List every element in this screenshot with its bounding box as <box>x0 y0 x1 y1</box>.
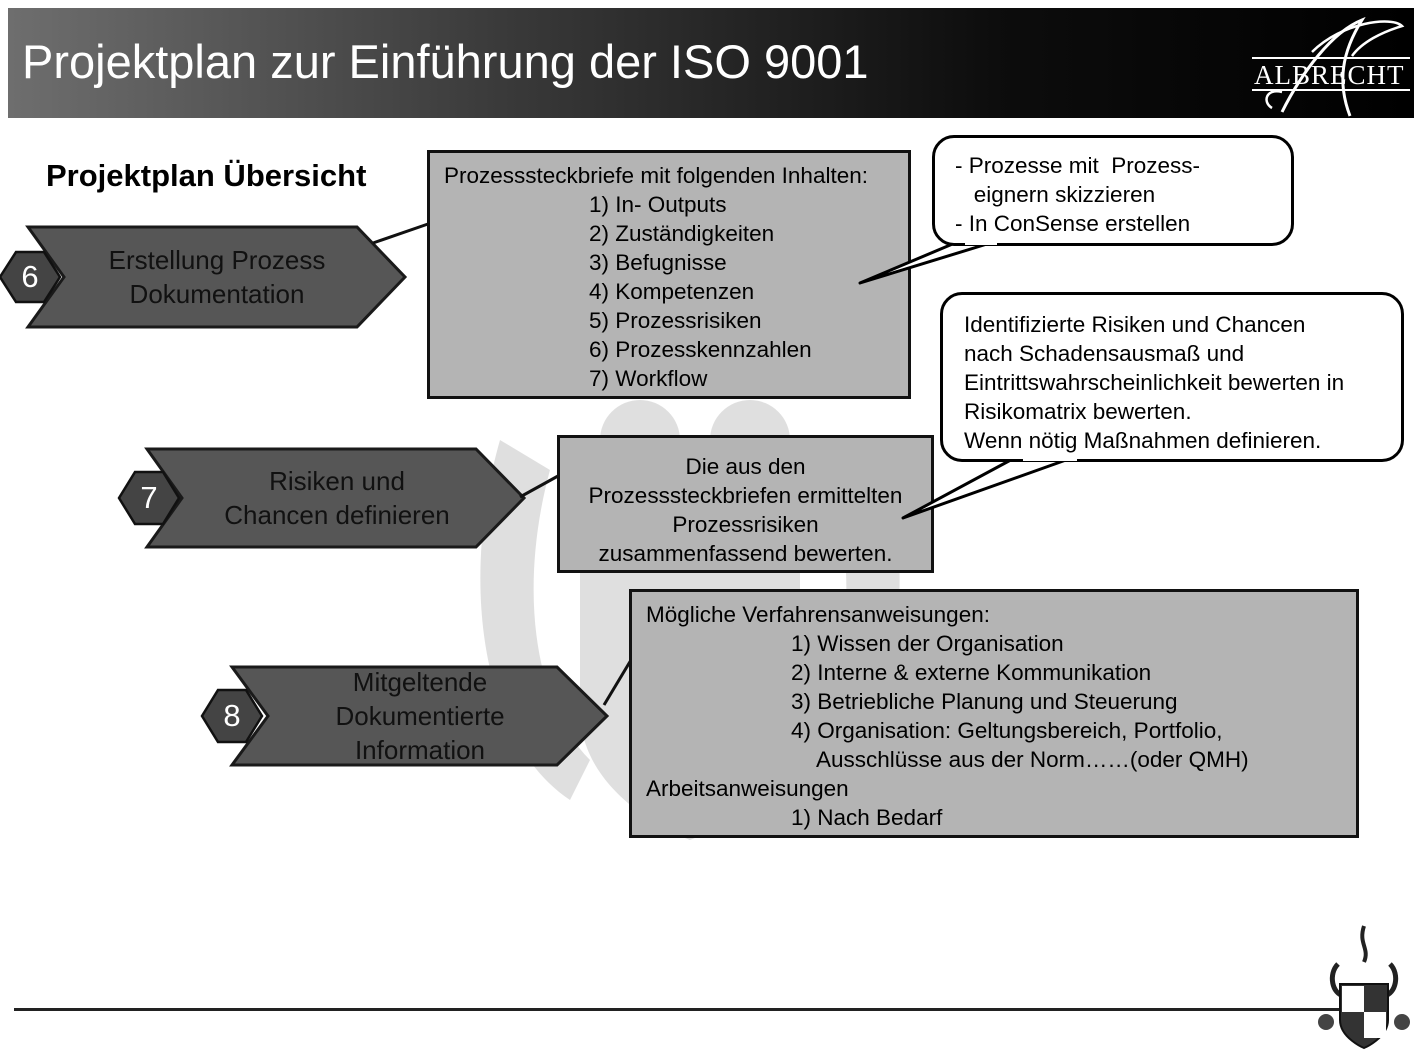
step-7-number: 7 <box>140 480 158 515</box>
callout-risiken: Identifizierte Risiken und Chancen nach Schadensausmaß und Eintrittswahrscheinlichkeit bewerten in Risikomatrix bewerten. Wenn nötig Maßnahmen definieren. <box>940 292 1404 462</box>
logo-text: ALBRECHT <box>1254 60 1405 90</box>
section-title: Projektplan Übersicht <box>46 158 367 193</box>
list-item: 1) In- Outputs <box>589 192 727 217</box>
list-item: 3) Befugnisse <box>589 250 727 275</box>
callout-prozess: - Prozesse mit Prozess- eignern skizzieren - In ConSense erstellen <box>932 135 1294 246</box>
footer-divider <box>14 1008 1344 1011</box>
step-8-number: 8 <box>223 698 241 733</box>
list-item: 7) Workflow <box>589 366 708 391</box>
list-item: Ausschlüsse aus der Norm……(oder QMH) <box>811 747 1249 772</box>
list-item: 2) Interne & externe Kommunikation <box>791 660 1152 685</box>
list-item: 3) Betriebliche Planung und Steuerung <box>791 689 1178 714</box>
step-6-label: Erstellung Prozess Dokumentation <box>108 245 326 309</box>
coat-of-arms-icon <box>1318 924 1410 1052</box>
list-item: 4) Kompetenzen <box>589 279 755 304</box>
dokumente-box-heading: Mögliche Verfahrensanweisungen: <box>646 602 990 627</box>
risiken-box: Die aus den Prozesssteckbriefen ermittelten Prozessrisiken zusammenfassend bewerten. <box>557 435 934 573</box>
list-item: 1) Wissen der Organisation <box>791 631 1064 656</box>
page-title: Projektplan zur Einführung der ISO 9001 <box>22 35 869 88</box>
list-item: 1) Nach Bedarf <box>791 805 943 830</box>
list-item: 5) Prozessrisiken <box>589 308 762 333</box>
dokumente-box-subheading: Arbeitsanweisungen <box>646 776 849 801</box>
step-8-label: Mitgeltende Dokumentierte Information <box>335 667 505 765</box>
prozess-box-heading: Prozesssteckbriefe mit folgenden Inhalten: <box>444 163 868 188</box>
step-6-number: 6 <box>21 259 39 294</box>
list-item: 6) Prozesskennzahlen <box>589 337 812 362</box>
list-item: 2) Zuständigkeiten <box>589 221 775 246</box>
step-7-label: Risiken und Chancen definieren <box>224 466 450 530</box>
list-item: 4) Organisation: Geltungsbereich, Portfolio, <box>791 718 1223 743</box>
